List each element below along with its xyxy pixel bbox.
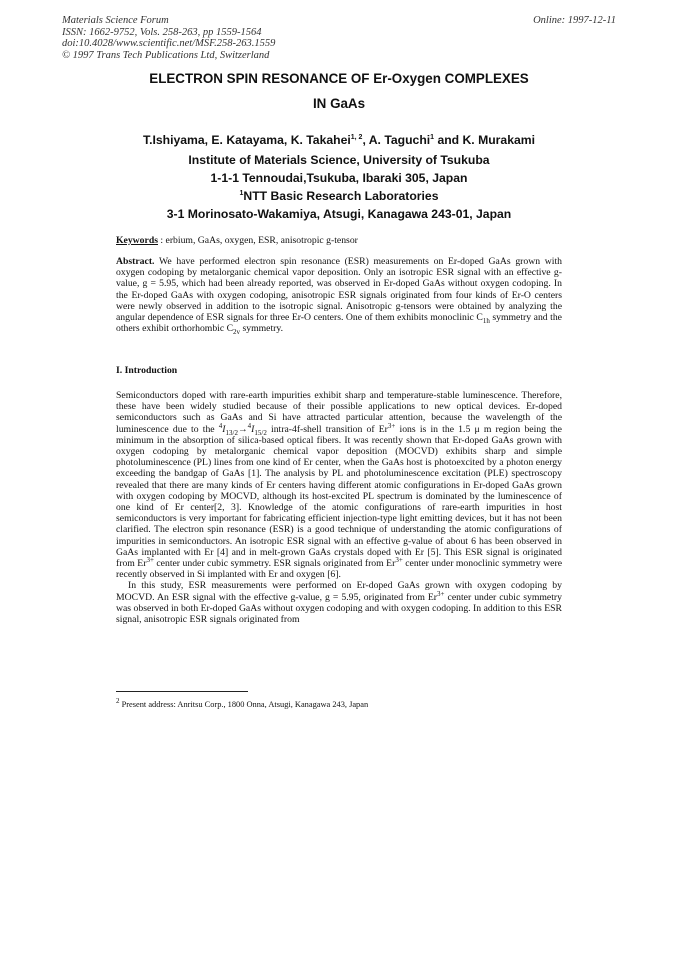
authors-part-3: and K. Murakami <box>434 133 535 147</box>
affiliations <box>62 151 616 223</box>
keywords-text: : erbium, GaAs, oxygen, ESR, anisotropic g-tensor <box>157 235 358 246</box>
journal-header <box>62 15 275 61</box>
copyright-line: © 1997 Trans Tech Publications Ltd, Switzerland <box>62 49 270 61</box>
footnote-marker: 2 <box>116 697 120 706</box>
abstract <box>116 256 562 337</box>
affiliation-line-3: $^1$NTT Basic Research Laboratories <box>239 189 439 203</box>
affiliation-marker: 1, 2 <box>350 133 363 141</box>
paragraph: Semiconductors doped with rare-earth impurities exhibit sharp and temperature-stable luminescence. Therefore, these have been widely studied because of their possible applications to new optical devices. Er-doped semiconductors such as GaAs and Si have attracted particular attention, because the wavelength of the luminescence due to the $^4I_{13/2}\to^4I_{15/2}$ intra-4f-shell transition of $Er^{3+}$ ions is in the 1.5 μ m region being the minimum in the absorption of silica-based optical fibers. It was recently shown that Er-doped GaAs grown with oxygen codoping by metalorganic chemical vapor deposition (MOCVD) exhibits sharp and simple photoluminescence (PL) lines from one kind of Er center, when the GaAs host is photoexcited by a photon energy exceeding the bandgap of GaAs [1]. The analysis by PL and photoluminescence excitation (PLE) spectroscopy revealed that there are many kinds of Er centers having different atomic configurations in Er-doped GaAs grown with oxygen codoping by MOCVD, although its host-excited PL spectrum is dominated by the luminescence of one kind of Er center[2, 3]. Knowledge of the atomic configurations of rare-earth impurities in host semiconductors is very important for fabricating efficient injection-type light emitting devices, but it has not been clarified. The electron spin resonance (ESR) is a good technique of understanding the atomic configurations of impurities in semiconductors. An isotropic ESR signal with an effective g-value of about 6 has been observed in GaAs implanted with Er [4] and in melt-grown GaAs crystals doped with Er [5]. This ESR signal is originated from $Er^{3+}$ center under cubic symmetry. ESR signals originated from $Er^{3+}$ center under monoclinic symmetry were recently observed in Si implanted with Er and oxygen [6]. <box>116 390 562 581</box>
footnote <box>116 697 369 709</box>
abstract-text: We have performed electron spin resonance (ESR) measurements on Er-doped GaAs grown with oxygen codoping by metalorganic chemical vapor deposition. Only an isotropic ESR signal with an effective g-value, g = 5.95, which had been already reported, was observed in Er-doped GaAs without oxygen codoping. In the Er-doped GaAs with oxygen codoping, anisotropic ESR signals originated from four kinds of Er-O centers were newly observed in addition to the isotropic signal. Anisotropic g-tensors were obtained by analyzing the angular dependence of ESR signals for three Er-O centers. One of them exhibits monoclinic C <box>116 256 562 324</box>
footnote-divider <box>116 691 248 692</box>
authors-part-2: , A. Taguchi <box>362 133 431 147</box>
affiliation-line-1: Institute of Materials Science, University of Tsukuba <box>188 153 490 167</box>
symmetry-subscript: 1h <box>482 316 490 325</box>
online-date: Online: 1997-12-11 <box>533 15 616 26</box>
abstract-label: Abstract. <box>116 256 155 267</box>
affiliation-marker: 1 <box>430 133 435 141</box>
section-heading: I. Introduction <box>116 365 178 376</box>
doi-line: doi:10.4028/www.scientific.net/MSF.258-263.1559 <box>62 38 276 50</box>
footnote-text: Present address: Anritsu Corp., 1800 Onna, Atsugi, Kanagawa 243, Japan <box>119 700 369 709</box>
author-list <box>62 131 616 149</box>
authors-part-1: T.Ishiyama, E. Katayama, K. Takahei <box>143 133 351 147</box>
issn-line: ISSN: 1662-9752, Vols. 258-263, pp 1559-1564 <box>62 26 262 38</box>
paragraph: In this study, ESR measurements were performed on Er-doped GaAs grown with oxygen codoping by MOCVD. An ESR signal with the effective g-value, g = 5.95, originated from $Er^{3+}$ center under cubic symmetry was observed in both Er-doped GaAs without oxygen codoping and with oxygen codoping. In addition to this ESR signal, anisotropic ESR signals originated from <box>116 580 562 626</box>
abstract-text: symmetry and the others exhibit orthorhombic C <box>116 312 562 335</box>
affiliation-line-2: 1-1-1 Tennoudai,Tsukuba, Ibaraki 305, Japan <box>210 171 468 185</box>
keywords-label: Keywords <box>116 235 158 246</box>
affiliation-line-4: 3-1 Morinosato-Wakamiya, Atsugi, Kanagawa 243-01, Japan <box>166 207 512 221</box>
title-line-1: ELECTRON SPIN RESONANCE OF Er-Oxygen COMPLEXES <box>149 71 529 86</box>
abstract-text: symmetry. <box>240 323 284 335</box>
journal-name: Materials Science Forum <box>62 15 169 26</box>
keywords <box>116 235 562 246</box>
symmetry-subscript: 2v <box>233 328 241 337</box>
introduction-body <box>116 390 562 625</box>
title-line-2: IN GaAs <box>312 96 366 111</box>
paper-title <box>62 66 616 116</box>
affiliation-marker: 1 <box>239 189 244 197</box>
